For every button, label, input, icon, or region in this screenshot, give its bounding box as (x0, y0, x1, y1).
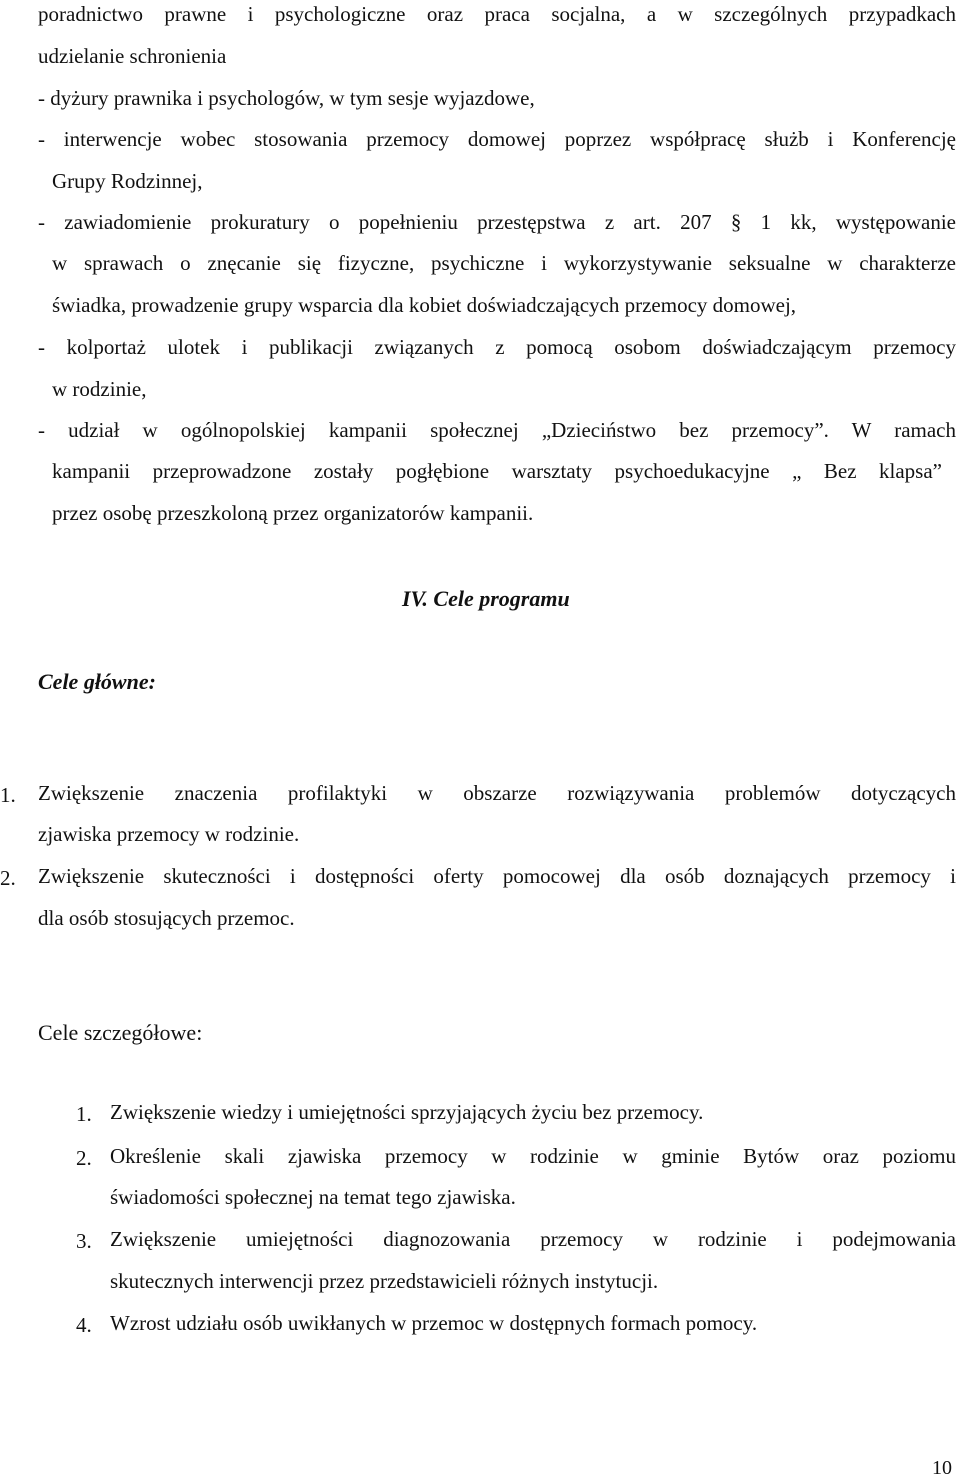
intro-line: świadka, prowadzenie grupy wsparcia dla kobiet doświadczających przemocy domowej, (52, 293, 797, 317)
intro-line: kampanii przeprowadzone zostały pogłębione warsztaty psychoedukacyjne „ Bez klapsa” (52, 459, 942, 483)
intro-line: przez osobę przeszkoloną przez organizatorów kampanii. (52, 501, 534, 525)
list-item-number: 3. (76, 1229, 92, 1253)
intro-line: Grupy Rodzinnej, (52, 169, 203, 193)
section-title: IV. Cele programu (402, 586, 570, 611)
list-item-text: zjawiska przemocy w rodzinie. (38, 822, 300, 846)
intro-line: - interwencje wobec stosowania przemocy domowej poprzez współpracę służb i Konferencję (38, 127, 956, 151)
intro-line: - udział w ogólnopolskiej kampanii społecznej „Dzieciństwo bez przemocy”. W ramach (38, 418, 956, 442)
intro-line: w rodzinie, (52, 377, 147, 401)
intro-line: - kolportaż ulotek i publikacji związanych z pomocą osobom doświadczającym przemocy (38, 335, 956, 359)
list-item-number: 2. (0, 866, 16, 890)
list-item-number: 1. (0, 783, 16, 807)
list-item-text: Zwiększenie umiejętności diagnozowania przemocy w rodzinie i podejmowania (110, 1227, 956, 1251)
intro-line: - dyżury prawnika i psychologów, w tym sesje wyjazdowe, (38, 86, 535, 110)
list-item-number: 4. (76, 1313, 92, 1337)
intro-line: poradnictwo prawne i psychologiczne oraz praca socjalna, a w szczególnych przypadkach (38, 2, 956, 26)
list-item-text: Wzrost udziału osób uwikłanych w przemoc w dostępnych formach pomocy. (110, 1311, 758, 1335)
list-item-text: skutecznych interwencji przez przedstawicieli różnych instytucji. (110, 1269, 659, 1293)
list-item-text: Zwiększenie skuteczności i dostępności oferty pomocowej dla osób doznających przemocy i (38, 864, 956, 888)
main-goals-heading: Cele główne: (38, 669, 156, 694)
detailed-goals-heading: Cele szczegółowe: (38, 1020, 203, 1045)
list-item-text: świadomości społecznej na temat tego zjawiska. (110, 1185, 516, 1209)
list-item-text: dla osób stosujących przemoc. (38, 906, 295, 930)
list-item-text: Określenie skali zjawiska przemocy w rodzinie w gminie Bytów oraz poziomu (110, 1144, 956, 1168)
list-item-number: 2. (76, 1146, 92, 1170)
list-item-text: Zwiększenie wiedzy i umiejętności sprzyjających życiu bez przemocy. (110, 1100, 704, 1124)
intro-line: w sprawach o znęcanie się fizyczne, psychiczne i wykorzystywanie seksualne w charakterze (52, 251, 956, 275)
page-number: 10 (932, 1457, 952, 1479)
list-item-text: Zwiększenie znaczenia profilaktyki w obszarze rozwiązywania problemów dotyczących (38, 781, 956, 805)
intro-line: - zawiadomienie prokuratury o popełnieniu przestępstwa z art. 207 § 1 kk, występowanie (38, 210, 956, 234)
list-item-number: 1. (76, 1102, 92, 1126)
intro-line: udzielanie schronienia (38, 44, 227, 68)
